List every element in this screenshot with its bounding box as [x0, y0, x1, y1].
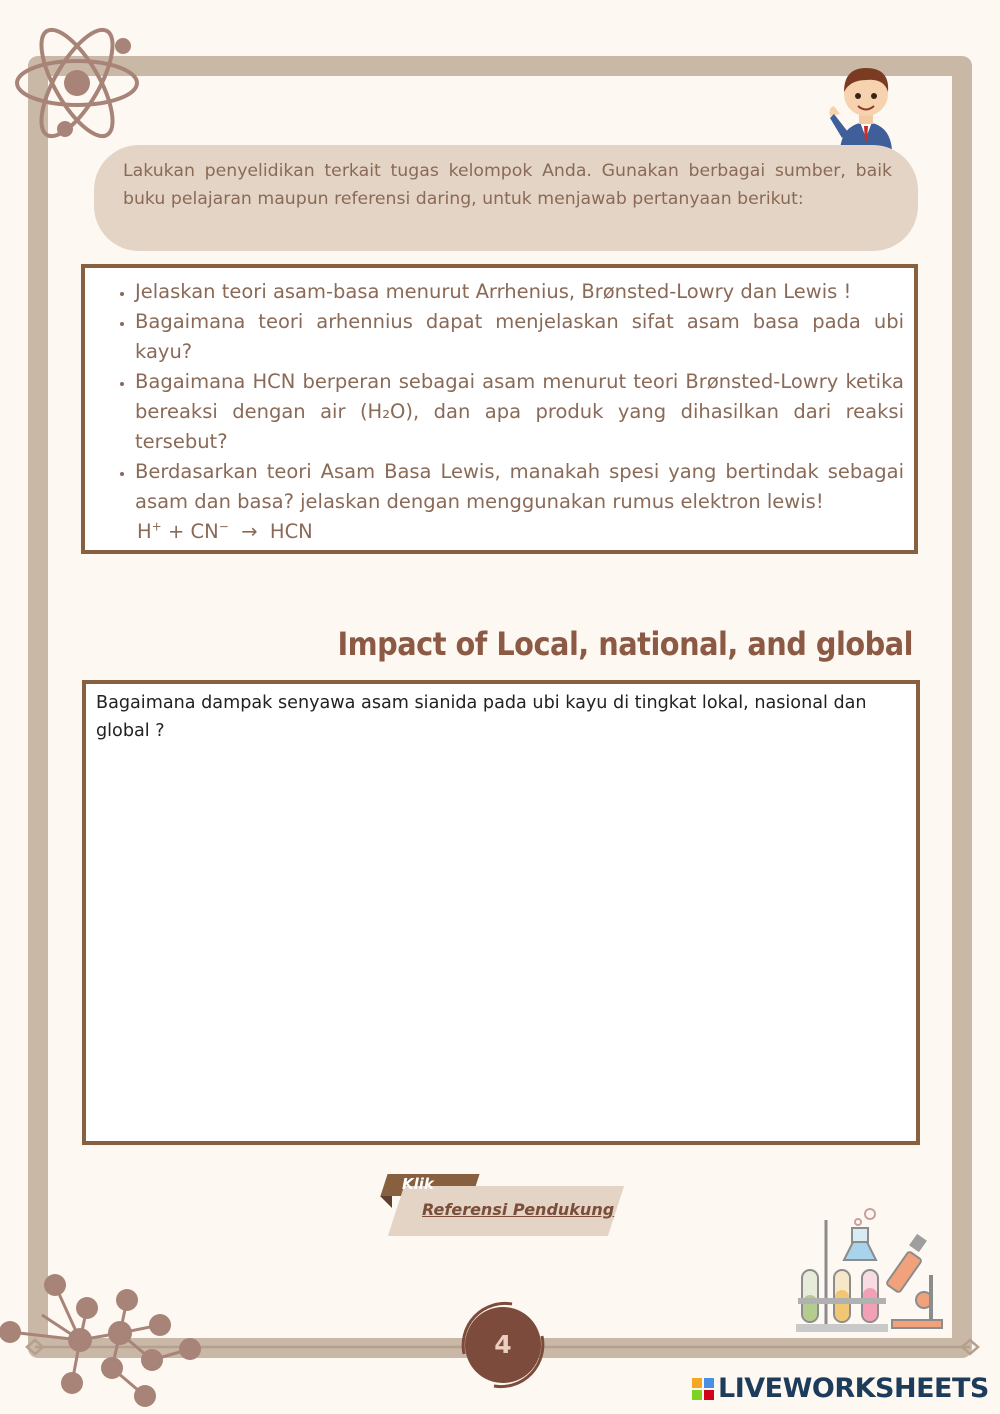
klik-label: Klik	[402, 1175, 434, 1193]
equation-h-charge: +	[151, 519, 162, 534]
equation-plus: +	[167, 520, 185, 543]
equation-product: HCN	[269, 520, 313, 543]
molecule-icon	[0, 1265, 210, 1414]
page-number: 4	[465, 1307, 541, 1383]
teacher-illustration	[826, 58, 906, 150]
lab-equipment-illustration	[796, 1200, 946, 1340]
instruction-text: Lakukan penyelidikan terkait tugas kelompok Anda. Gunakan berbagai sumber, baik buku pelajaran maupun referensi daring, untuk menjawab pertanyaan berikut:	[94, 145, 918, 251]
reaction-equation	[137, 517, 904, 547]
question-item: • Bagaimana teori arhennius dapat menjelaskan sifat asam basa pada ubi kayu?	[135, 307, 904, 367]
section-heading: Impact of Local, national, and global	[337, 625, 913, 663]
answer-box[interactable]	[82, 680, 920, 1145]
question-list-box	[81, 264, 918, 554]
equation-h: H	[137, 520, 152, 543]
equation-cn-charge: −	[218, 519, 229, 534]
watermark-text: LIVEWORKSHEETS	[718, 1373, 989, 1404]
answer-prompt: Bagaimana dampak senyawa asam sianida pada ubi kayu di tingkat lokal, nasional dan global ?	[96, 693, 867, 741]
klik-tab-fold	[380, 1196, 392, 1208]
question-item: • Berdasarkan teori Asam Basa Lewis, manakah spesi yang bertindak sebagai asam dan basa? jelaskan dengan menggunakan rumus elektron lewis!	[135, 457, 904, 517]
question-item: • Bagaimana HCN berperan sebagai asam menurut teori Brønsted-Lowry ketika bereaksi dengan air (H₂O), dan apa produk yang dihasilkan dari reaksi tersebut?	[135, 367, 904, 457]
atom-icon	[10, 25, 145, 145]
equation-cn: CN	[190, 520, 219, 543]
question-item: • Jelaskan teori asam-basa menurut Arrhenius, Brønsted-Lowry dan Lewis !	[135, 277, 904, 307]
arrow-icon: →	[241, 520, 258, 543]
reference-link[interactable]: Referensi Pendukung	[422, 1200, 615, 1219]
